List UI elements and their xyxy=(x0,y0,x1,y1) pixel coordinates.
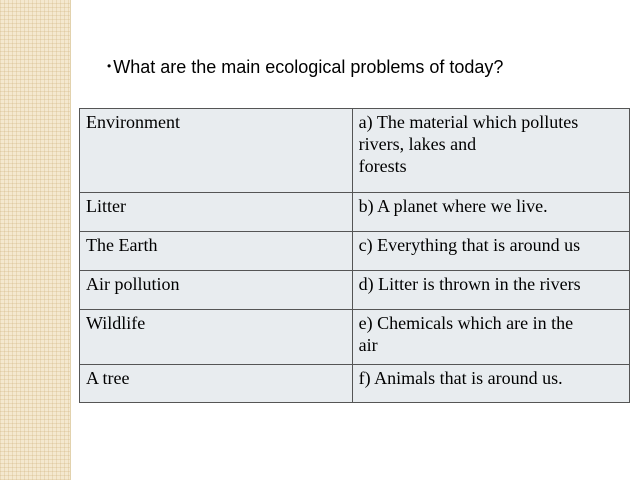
decorative-side-strip xyxy=(0,0,71,480)
table-row xyxy=(80,365,630,403)
bullet-icon: • xyxy=(107,59,112,73)
definition-line: rivers, lakes and xyxy=(358,134,477,154)
definition-line: air xyxy=(358,335,378,355)
term-cell: A tree xyxy=(80,365,353,403)
question-line xyxy=(107,57,503,78)
term-cell: The Earth xyxy=(80,232,353,271)
table-row xyxy=(80,310,630,365)
term-cell: Air pollution xyxy=(80,271,353,310)
table-row xyxy=(80,271,630,310)
definition-line: f) Animals that is around us. xyxy=(358,368,563,388)
matching-table xyxy=(79,108,630,403)
definition-cell xyxy=(352,271,629,310)
definition-line: c) Everything that is around us xyxy=(358,235,581,255)
definition-line: forests xyxy=(358,156,407,176)
definition-cell xyxy=(352,365,629,403)
table-row xyxy=(80,193,630,232)
definition-cell xyxy=(352,310,629,365)
term-cell: Environment xyxy=(80,109,353,193)
term-cell: Wildlife xyxy=(80,310,353,365)
term-cell: Litter xyxy=(80,193,353,232)
question-text: What are the main ecological problems of today? xyxy=(113,57,504,77)
definition-cell xyxy=(352,109,629,193)
table-row xyxy=(80,109,630,193)
definition-cell xyxy=(352,232,629,271)
table-row xyxy=(80,232,630,271)
definition-line: b) A planet where we live. xyxy=(358,196,548,216)
definition-line: d) Litter is thrown in the rivers xyxy=(358,274,581,294)
definition-cell xyxy=(352,193,629,232)
definition-line: e) Chemicals which are in the xyxy=(358,313,574,333)
definition-line: a) The material which pollutes xyxy=(358,112,579,132)
